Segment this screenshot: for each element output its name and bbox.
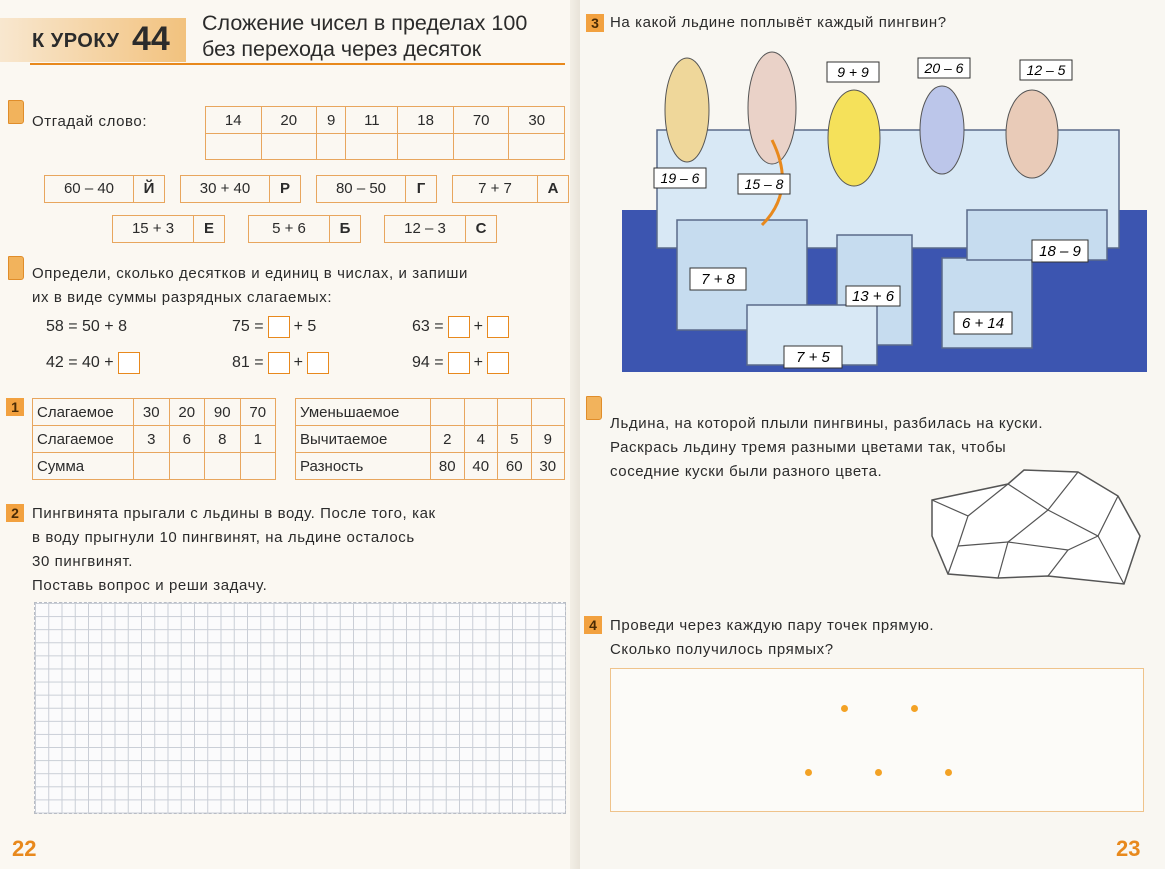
tens-line-2: их в виде суммы разрядных слагаемых: (32, 289, 333, 306)
clue-card (384, 215, 497, 243)
equation-left: 63 = (412, 318, 444, 335)
guess-prompt: Отгадай слово: (32, 113, 148, 130)
row-label: Слагаемое (33, 426, 134, 453)
clue-card (452, 175, 569, 203)
ice-label-text: 13 + 6 (851, 288, 895, 305)
task4-text (610, 614, 1150, 662)
guess-number-cell: 11 (346, 107, 398, 134)
ice-label-text: 19 – 6 (660, 170, 700, 186)
guess-letter-cell[interactable] (509, 134, 565, 160)
table-cell: 5 (498, 426, 532, 453)
answer-cell[interactable] (205, 453, 241, 480)
equation (232, 316, 316, 338)
table-cell: 9 (531, 426, 565, 453)
table-cell: 90 (205, 399, 241, 426)
clue-expression: 60 – 40 (63, 180, 115, 197)
answer-box[interactable] (118, 352, 140, 374)
clue-letter: Б (329, 216, 360, 242)
penguin (665, 58, 709, 162)
penguin-label-text: 20 – 6 (924, 60, 964, 76)
clue-letter: Й (133, 176, 164, 202)
table-cell: 3 (134, 426, 170, 453)
title-line-1: Сложение чисел в пределах 100 (202, 11, 528, 35)
answer-box[interactable] (448, 316, 470, 338)
table-cell: 80 (431, 453, 465, 480)
equation-left: 75 = (232, 318, 264, 335)
answer-box[interactable] (448, 352, 470, 374)
table-cell: 6 (169, 426, 205, 453)
clue-expression: 7 + 7 (478, 180, 512, 197)
left-page (0, 0, 580, 869)
equation (232, 352, 329, 374)
coloring-line-2: Раскрась льдину тремя разными цветами так, чтобы (610, 439, 1007, 456)
penguins-ice-illustration (622, 50, 1147, 372)
answer-box[interactable] (487, 316, 509, 338)
title-underline (30, 63, 565, 65)
ice-label (846, 286, 900, 306)
guess-letter-cell[interactable] (453, 134, 509, 160)
equation-mid: + (473, 354, 483, 371)
page-number: 23 (1116, 836, 1141, 861)
table-cell: 1 (240, 426, 276, 453)
ice-label (690, 268, 746, 290)
guess-letter-cell[interactable] (206, 134, 262, 160)
book-icon (8, 100, 24, 124)
point[interactable] (805, 769, 812, 776)
task4-line-2: Сколько получилось прямых? (610, 641, 834, 658)
equation-left: 94 = (412, 354, 444, 371)
answer-box[interactable] (307, 352, 329, 374)
row-label: Вычитаемое (296, 426, 431, 453)
ice-label (738, 174, 790, 194)
book-icon (8, 256, 24, 280)
guess-letter-cell[interactable] (261, 134, 317, 160)
ice-label (784, 346, 842, 368)
equation (412, 352, 509, 374)
table-cell: 60 (498, 453, 532, 480)
answer-cell[interactable] (134, 453, 170, 480)
table-cell: 4 (464, 426, 498, 453)
clue-letter: Г (405, 176, 436, 202)
guess-number-cell: 18 (398, 107, 454, 134)
penguin-label-text: 9 + 9 (837, 64, 869, 80)
answer-cell[interactable] (531, 399, 565, 426)
task2-text (32, 502, 567, 598)
clue-expression: 5 + 6 (272, 220, 306, 237)
penguin (828, 90, 880, 186)
task2-line-4: Поставь вопрос и реши задачу. (32, 577, 268, 594)
clue-card (112, 215, 225, 243)
ice-label-text: 7 + 5 (796, 349, 830, 366)
answer-cell[interactable] (464, 399, 498, 426)
point[interactable] (945, 769, 952, 776)
task3-question: На какой льдине поплывёт каждый пингвин? (610, 14, 947, 31)
points-drawing-area[interactable] (610, 668, 1144, 812)
task-number-badge: 2 (6, 504, 24, 522)
clue-letter: Е (193, 216, 224, 242)
table-cell: 30 (134, 399, 170, 426)
guess-letter-cell[interactable] (346, 134, 398, 160)
answer-box[interactable] (268, 316, 290, 338)
task-number-badge: 1 (6, 398, 24, 416)
guess-number-cell: 30 (509, 107, 565, 134)
guess-number-cell: 14 (206, 107, 262, 134)
equation-mid: + (293, 354, 303, 371)
page-title (202, 10, 572, 62)
task2-line-3: 30 пингвинят. (32, 553, 134, 570)
clue-expression: 80 – 50 (335, 180, 387, 197)
equation-mid: + (473, 318, 483, 335)
answer-box[interactable] (268, 352, 290, 374)
point[interactable] (875, 769, 882, 776)
guess-number-cell: 9 (317, 107, 346, 134)
penguin (920, 86, 964, 174)
addition-table (32, 398, 276, 480)
clue-expression: 30 + 40 (199, 180, 251, 197)
task2-line-1: Пингвинята прыгали с льдины в воду. После того, как (32, 505, 436, 522)
clue-card (44, 175, 165, 203)
equation-mid: + 5 (293, 318, 317, 335)
point[interactable] (911, 705, 918, 712)
guess-number-cell: 20 (261, 107, 317, 134)
table-cell: 70 (240, 399, 276, 426)
ice-label-text: 15 – 8 (744, 176, 784, 192)
ice-label-text: 6 + 14 (961, 315, 1005, 332)
table-cell: 40 (464, 453, 498, 480)
clue-card (316, 175, 437, 203)
grid-paper-answer-area[interactable] (34, 602, 566, 814)
task2-line-2: в воду прыгнули 10 пингвинят, на льдине осталось (32, 529, 415, 546)
page-number: 22 (12, 836, 37, 861)
equation (412, 316, 509, 338)
ice-label (654, 168, 706, 188)
table-cell: 8 (205, 426, 241, 453)
title-line-2: без перехода через десяток (202, 37, 482, 61)
answer-box[interactable] (487, 352, 509, 374)
penguin (1006, 90, 1058, 178)
answer-cell[interactable] (240, 453, 276, 480)
row-label: Уменьшаемое (296, 399, 431, 426)
lesson-label: К УРОКУ (32, 30, 120, 52)
penguin (748, 52, 796, 164)
coloring-line-3: соседние куски были разного цвета. (610, 463, 883, 480)
table-cell: 20 (169, 399, 205, 426)
ice-label-text: 7 + 8 (701, 271, 735, 288)
clue-letter: С (465, 216, 496, 242)
table-cell: 30 (531, 453, 565, 480)
ice-label-text: 18 – 9 (1039, 243, 1081, 260)
penguin-label-text: 12 – 5 (1026, 62, 1066, 78)
penguin-label (1020, 60, 1072, 80)
row-label: Слагаемое (33, 399, 134, 426)
penguin-label (827, 62, 879, 82)
clue-letter: Р (269, 176, 300, 202)
tens-line-1: Определи, сколько десятков и единиц в числах, и запиши (32, 265, 469, 282)
clue-expression: 12 – 3 (404, 220, 446, 237)
equation-text: 58 = 50 + 8 (46, 318, 127, 335)
point[interactable] (841, 705, 848, 712)
row-label: Сумма (33, 453, 134, 480)
equation (46, 352, 140, 374)
guess-number-cell: 70 (453, 107, 509, 134)
guess-letter-cell[interactable] (398, 134, 454, 160)
task4-line-1: Проведи через каждую пару точек прямую. (610, 617, 935, 634)
clue-card (248, 215, 361, 243)
answer-cell[interactable] (431, 399, 465, 426)
row-label: Разность (296, 453, 431, 480)
guess-letter-cell[interactable] (317, 134, 346, 160)
clue-card (180, 175, 301, 203)
clue-expression: 15 + 3 (131, 220, 175, 237)
broken-ice-outline[interactable] (928, 466, 1143, 590)
equation-example (46, 318, 127, 336)
clue-letter: А (537, 176, 568, 202)
coloring-line-1: Льдина, на которой плыли пингвины, разбилась на куски. (610, 415, 1044, 432)
task-number-badge: 4 (584, 616, 602, 634)
right-page (580, 0, 1165, 869)
guess-word-table (205, 106, 565, 160)
book-icon (586, 396, 602, 420)
equation-left: 42 = 40 + (46, 354, 114, 371)
penguin-label (918, 58, 970, 78)
ice-label (954, 312, 1012, 334)
answer-cell[interactable] (169, 453, 205, 480)
lesson-number: 44 (132, 20, 170, 58)
ice-label (1032, 240, 1088, 262)
equation-left: 81 = (232, 354, 264, 371)
answer-cell[interactable] (498, 399, 532, 426)
tens-instructions (32, 262, 567, 310)
subtraction-table (295, 398, 565, 480)
task-number-badge: 3 (586, 14, 604, 32)
table-cell: 2 (431, 426, 465, 453)
